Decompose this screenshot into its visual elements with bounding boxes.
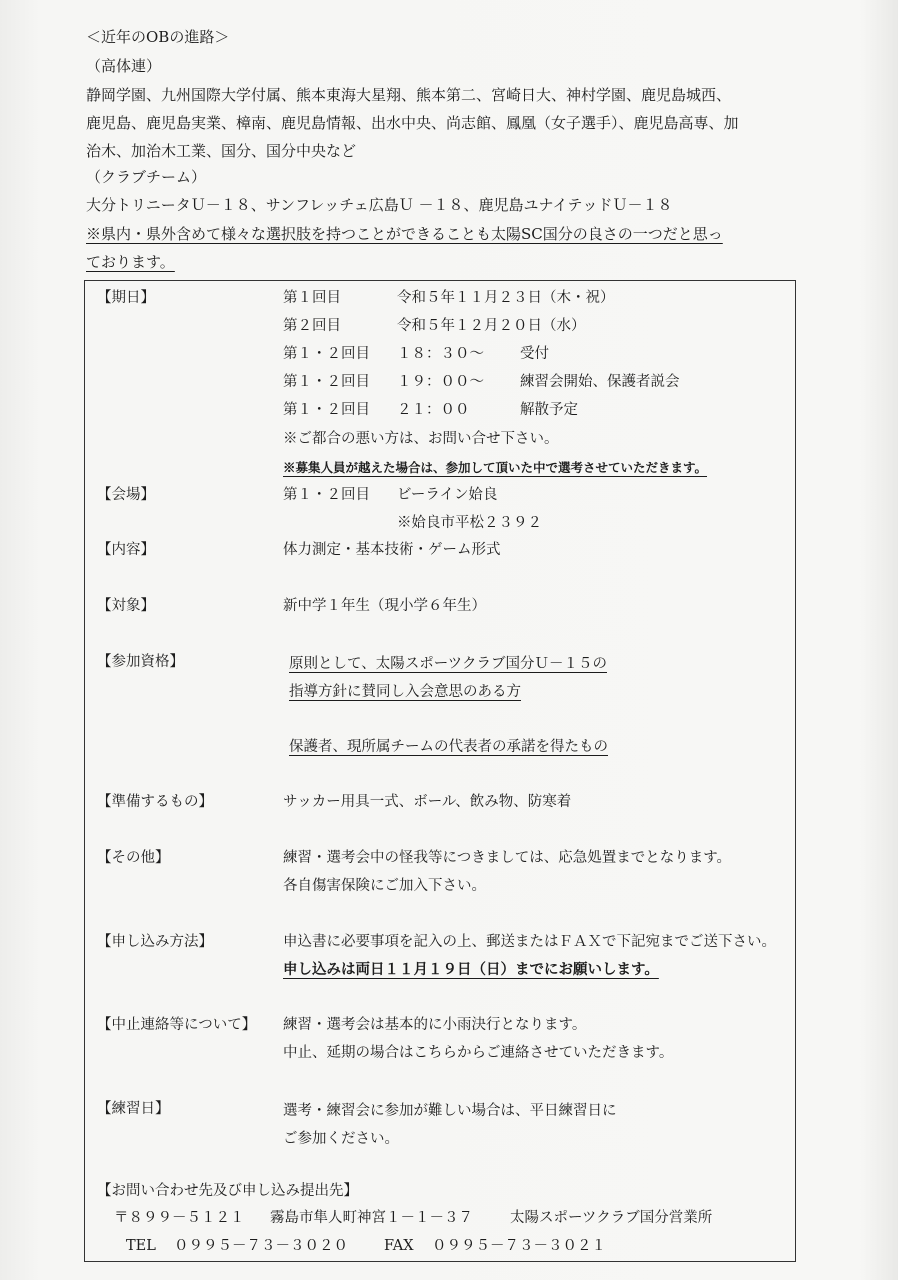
schedule-label: 【期日】 (97, 290, 155, 306)
schedule-note2: ※募集人員が越えた場合は、参加して頂いた中で選考させていただきます。 (283, 460, 708, 475)
other-line1: 練習・選考会中の怪我等につきましては、応急処置までとなります。 (283, 850, 732, 866)
practice-line2: ご参加ください。 (283, 1131, 399, 1147)
apply-line1: 申込書に必要事項を記入の上、郵送またはＦＡＸで下記宛までご送下さい。 (283, 934, 776, 950)
target-label: 【対象】 (97, 598, 155, 614)
schedule-r2-a: 第２回目 (283, 318, 341, 334)
eligibility-line1: 原則として、太陽スポーツクラブ国分Ｕ－１５の (289, 656, 607, 672)
cancel-label: 【中止連絡等について】 (97, 1017, 257, 1033)
ob-hs-label: （高体連） (86, 57, 162, 75)
schedule-r2-b: 令和５年１２月２０日（水） (397, 318, 586, 334)
ob-hs-line3: 治木、加治木工業、国分、国分中央など (86, 142, 357, 160)
practice-label: 【練習日】 (97, 1101, 170, 1117)
prepare-text: サッカー用具一式、ボール、飲み物、防寒着 (283, 794, 572, 810)
apply-line2: 申し込みは両日１１月１９日（日）までにお願いします。 (283, 961, 659, 978)
apply-label: 【申し込み方法】 (97, 934, 213, 950)
contact-zip: 〒８９９－５１２１ (114, 1210, 245, 1226)
eligibility-line2: 指導方針に賛同し入会意思のある方 (289, 684, 521, 700)
schedule-r4-c: 練習会開始、保護者説会 (520, 374, 680, 390)
prepare-label: 【準備するもの】 (97, 794, 213, 810)
content-label: 【内容】 (97, 542, 155, 558)
schedule-r3-a: 第１・２回目 (283, 346, 370, 362)
other-label: 【その他】 (97, 850, 170, 866)
ob-note-line2: ております。 (86, 253, 175, 271)
ob-note-line1: ※県内・県外含めて様々な選択肢を持つことができることも太陽SC国分の良さの一つだと思っ (86, 225, 723, 243)
schedule-r1-b: 令和５年１１月２３日（木・祝） (397, 290, 615, 306)
cancel-line2: 中止、延期の場合はこちらからご連絡させていただきます。 (283, 1045, 674, 1061)
eligibility-label: 【参加資格】 (97, 654, 184, 670)
contact-address: 霧島市隼人町神宮１－１－３７ (270, 1210, 473, 1226)
venue-a: 第１・２回目 (283, 487, 370, 503)
schedule-r5-c: 解散予定 (520, 402, 578, 418)
schedule-r5-b: ２１：００ (397, 402, 470, 418)
schedule-r3-c: 受付 (520, 346, 549, 362)
contact-fax: ０９９５－７３－３０２１ (432, 1238, 606, 1254)
contact-tel: ０９９５－７３－３０２０ (174, 1238, 348, 1254)
schedule-r3-b: １８：３０～ (397, 346, 484, 362)
contact-label: 【お問い合わせ先及び申し込み提出先】 (97, 1183, 358, 1199)
target-text: 新中学１年生（現小学６年生） (283, 598, 486, 614)
schedule-r5-a: 第１・２回目 (283, 402, 370, 418)
venue-b: ビーライン姶良 (397, 487, 498, 503)
content-text: 体力測定・基本技術・ゲーム形式 (283, 542, 501, 558)
contact-office: 太陽スポーツクラブ国分営業所 (510, 1210, 713, 1226)
ob-club-label: （クラブチーム） (86, 168, 207, 186)
practice-line1: 選考・練習会に参加が難しい場合は、平日練習日に (283, 1103, 617, 1119)
eligibility-line3: 保護者、現所属チームの代表者の承諾を得たもの (289, 739, 608, 755)
ob-hs-line2: 鹿児島、鹿児島実業、樟南、鹿児島情報、出水中央、尚志館、鳳凰（女子選手）、鹿児島高専、加 (86, 114, 739, 132)
contact-tel-label: TEL (126, 1238, 156, 1254)
contact-fax-label: FAX (384, 1238, 414, 1254)
ob-club-line: 大分トリニータＵ－１８、サンフレッチェ広島Ｕ －１８、鹿児島ユナイテッドＵ－１８ (86, 196, 673, 214)
cancel-line1: 練習・選考会は基本的に小雨決行となります。 (283, 1017, 587, 1033)
schedule-r4-b: １９：００～ (397, 374, 484, 390)
schedule-r4-a: 第１・２回目 (283, 374, 370, 390)
other-line2: 各自傷害保険にご加入下さい。 (283, 878, 486, 894)
venue-addr: ※姶良市平松２３９２ (397, 515, 542, 531)
venue-label: 【会場】 (97, 487, 155, 503)
ob-heading: ＜近年のOBの進路＞ (86, 28, 230, 46)
ob-hs-line1: 静岡学園、九州国際大学付属、熊本東海大星翔、熊本第二、宮崎日大、神村学園、鹿児島城西、 (86, 86, 732, 104)
schedule-r1-a: 第１回目 (283, 290, 341, 306)
schedule-note1: ※ご都合の悪い方は、お問い合せ下さい。 (283, 431, 559, 447)
